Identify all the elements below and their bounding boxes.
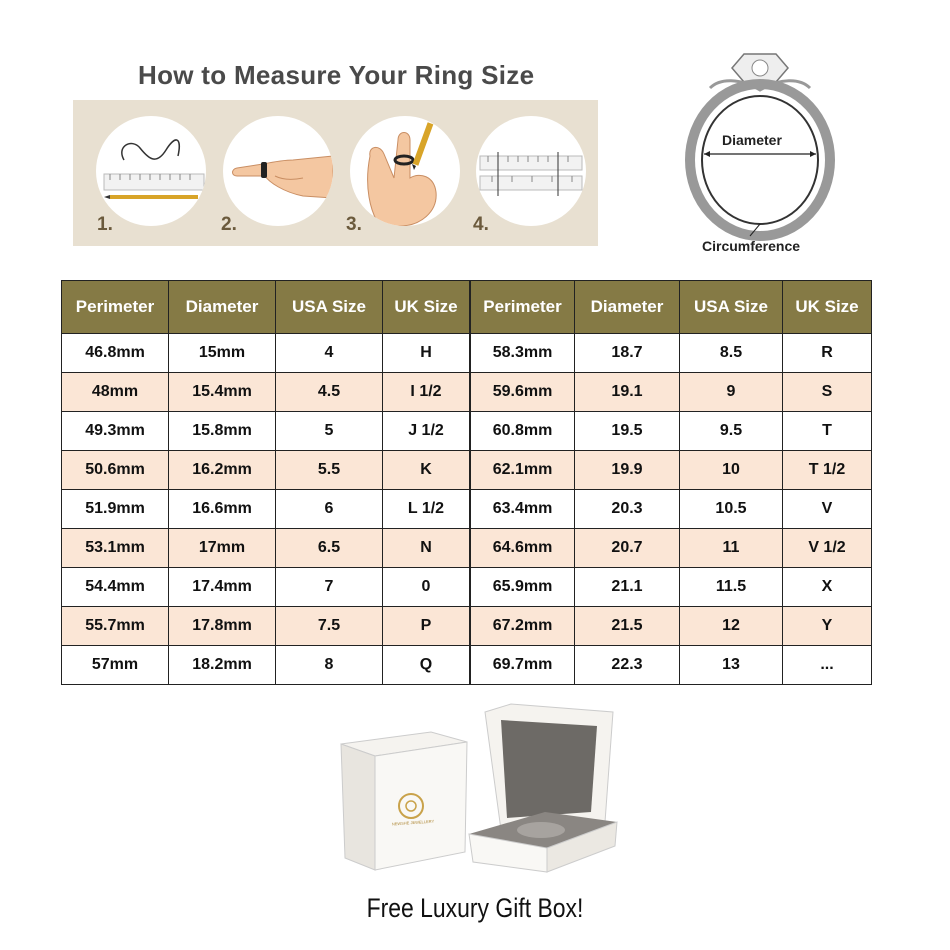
table-row: [62, 451, 872, 490]
table-cell: 69.7mm: [470, 646, 575, 685]
table-cell: Q: [383, 646, 471, 685]
table-header-row: [62, 281, 872, 334]
measure-steps-panel: [73, 100, 598, 246]
table-row: [62, 607, 872, 646]
header-diameter: Diameter: [169, 281, 276, 334]
table-row: [62, 334, 872, 373]
table-cell: 50.6mm: [62, 451, 169, 490]
table-cell: V 1/2: [783, 529, 872, 568]
table-cell: 59.6mm: [470, 373, 575, 412]
table-cell: 18.7: [575, 334, 680, 373]
step-number-2: 2.: [221, 214, 237, 235]
table-row: [62, 490, 872, 529]
table-row: [62, 373, 872, 412]
table-cell: 51.9mm: [62, 490, 169, 529]
table-cell: N: [383, 529, 471, 568]
table-cell: 57mm: [62, 646, 169, 685]
table-cell: 6: [276, 490, 383, 529]
table-row: [62, 646, 872, 685]
gift-box-brand-text: NEWSHE JEWELLERY: [391, 818, 435, 827]
header-usa-size: USA Size: [680, 281, 783, 334]
table-cell: 12: [680, 607, 783, 646]
table-row: [62, 529, 872, 568]
gift-box-caption: Free Luxury Gift Box!: [366, 893, 584, 923]
table-cell: 15mm: [169, 334, 276, 373]
circumference-label: Circumference: [702, 238, 801, 254]
table-cell: 17mm: [169, 529, 276, 568]
table-cell: 7.5: [276, 607, 383, 646]
table-cell: 7: [276, 568, 383, 607]
table-cell: 10.5: [680, 490, 783, 529]
table-cell: K: [383, 451, 471, 490]
table-cell: 67.2mm: [470, 607, 575, 646]
table-cell: V: [783, 490, 872, 529]
table-cell: 18.2mm: [169, 646, 276, 685]
table-row: [62, 568, 872, 607]
table-cell: 13: [680, 646, 783, 685]
diameter-label: Diameter: [722, 132, 782, 148]
table-cell: 5: [276, 412, 383, 451]
table-cell: 11: [680, 529, 783, 568]
table-cell: 65.9mm: [470, 568, 575, 607]
step-number-1: 1.: [97, 214, 113, 235]
step-number-3: 3.: [346, 214, 362, 235]
table-cell: 16.2mm: [169, 451, 276, 490]
header-perimeter: Perimeter: [470, 281, 575, 334]
table-cell: R: [783, 334, 872, 373]
table-cell: 54.4mm: [62, 568, 169, 607]
table-cell: 53.1mm: [62, 529, 169, 568]
table-cell: 15.8mm: [169, 412, 276, 451]
header-usa-size: USA Size: [276, 281, 383, 334]
table-cell: 17.8mm: [169, 607, 276, 646]
table-cell: 55.7mm: [62, 607, 169, 646]
table-cell: 21.1: [575, 568, 680, 607]
table-cell: 58.3mm: [470, 334, 575, 373]
table-cell: 9.5: [680, 412, 783, 451]
table-cell: 22.3: [575, 646, 680, 685]
step-2-finger-wrap-image: [223, 116, 333, 226]
step-1-string-ruler-image: [96, 116, 206, 226]
table-cell: S: [783, 373, 872, 412]
table-cell: Y: [783, 607, 872, 646]
header-uk-size: UK Size: [383, 281, 471, 334]
step-number-4: 4.: [473, 214, 489, 235]
table-cell: 19.5: [575, 412, 680, 451]
table-cell: 20.3: [575, 490, 680, 529]
header-perimeter: Perimeter: [62, 281, 169, 334]
table-cell: H: [383, 334, 471, 373]
table-cell: 5.5: [276, 451, 383, 490]
table-cell: ...: [783, 646, 872, 685]
table-cell: 19.9: [575, 451, 680, 490]
table-cell: T: [783, 412, 872, 451]
table-cell: P: [383, 607, 471, 646]
table-cell: 8: [276, 646, 383, 685]
ring-diameter-diagram: [680, 48, 840, 268]
step-3-mark-string-image: [350, 116, 460, 226]
table-cell: 4.5: [276, 373, 383, 412]
table-row: [62, 412, 872, 451]
table-cell: 19.1: [575, 373, 680, 412]
table-cell: 49.3mm: [62, 412, 169, 451]
table-cell: 6.5: [276, 529, 383, 568]
table-cell: 46.8mm: [62, 334, 169, 373]
table-cell: 4: [276, 334, 383, 373]
ring-size-table: [61, 280, 872, 685]
table-cell: 21.5: [575, 607, 680, 646]
table-cell: 17.4mm: [169, 568, 276, 607]
table-cell: 15.4mm: [169, 373, 276, 412]
table-cell: 62.1mm: [470, 451, 575, 490]
step-4-ruler-measure-image: [476, 116, 586, 226]
table-cell: 11.5: [680, 568, 783, 607]
table-cell: 64.6mm: [470, 529, 575, 568]
table-cell: J 1/2: [383, 412, 471, 451]
table-cell: 60.8mm: [470, 412, 575, 451]
table-cell: 20.7: [575, 529, 680, 568]
table-cell: X: [783, 568, 872, 607]
table-cell: 0: [383, 568, 471, 607]
table-cell: I 1/2: [383, 373, 471, 412]
table-cell: 16.6mm: [169, 490, 276, 529]
table-cell: 8.5: [680, 334, 783, 373]
table-cell: 48mm: [62, 373, 169, 412]
table-cell: 63.4mm: [470, 490, 575, 529]
table-cell: T 1/2: [783, 451, 872, 490]
gift-box-image: [335, 702, 625, 874]
table-cell: L 1/2: [383, 490, 471, 529]
guide-title: How to Measure Your Ring Size: [138, 60, 535, 90]
header-diameter: Diameter: [575, 281, 680, 334]
table-cell: 9: [680, 373, 783, 412]
header-uk-size: UK Size: [783, 281, 872, 334]
table-cell: 10: [680, 451, 783, 490]
